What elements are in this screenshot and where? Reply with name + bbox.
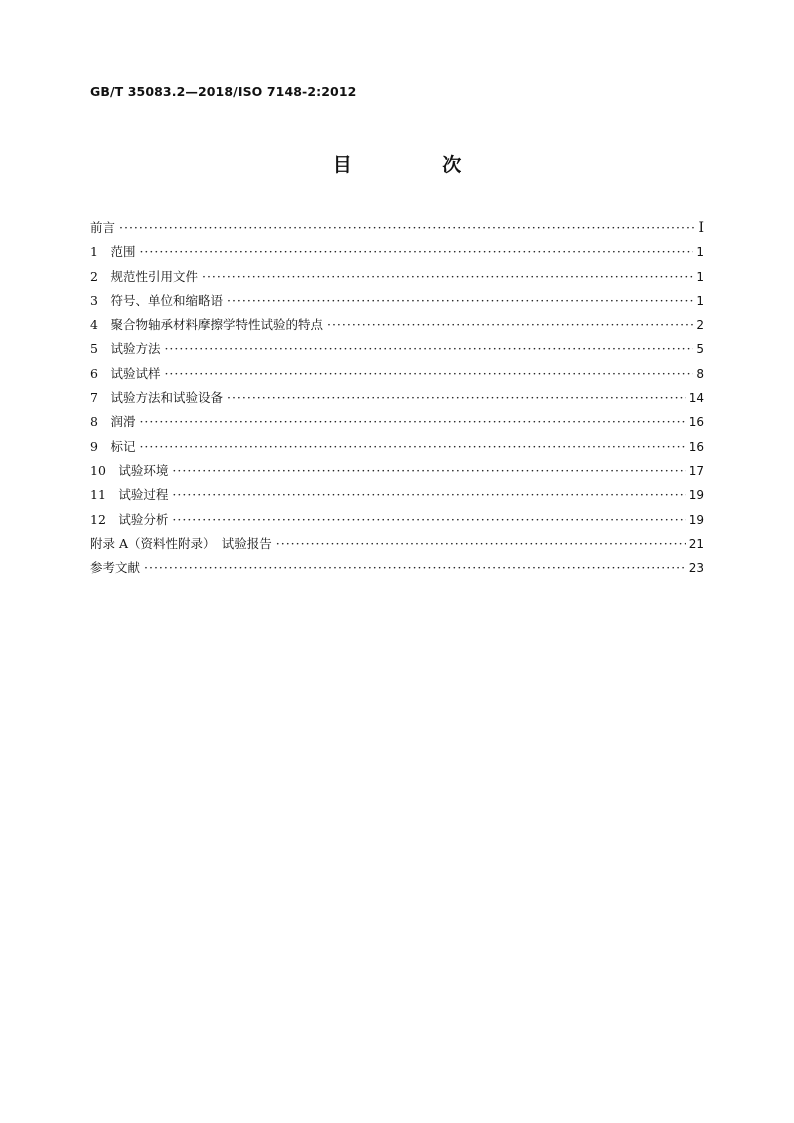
toc-page-number: 5 (696, 342, 704, 357)
toc-dot-leader (172, 483, 685, 507)
toc-page-number: 19 (688, 488, 704, 503)
toc-entry-label: 5 试验方法 (90, 341, 161, 357)
toc-entry-annex-a[interactable] (90, 532, 704, 556)
toc-page-number: I (698, 220, 704, 236)
toc-dot-leader (164, 337, 693, 361)
toc-entry-label: 3 符号、单位和缩略语 (90, 292, 223, 308)
toc-entry-4[interactable] (90, 313, 704, 337)
standard-code: GB/T 35083.2—2018/ISO 7148-2:2012 (90, 84, 357, 99)
toc-dot-leader (227, 386, 686, 410)
toc-entry-5[interactable] (90, 337, 704, 361)
toc-entry-label: 附录 A（资料性附录） 试验报告 (90, 535, 272, 551)
toc-dot-leader (139, 435, 685, 459)
toc-dot-leader (119, 216, 695, 240)
toc-page-number: 19 (688, 512, 704, 527)
toc-entry-9[interactable] (90, 435, 704, 459)
toc-page-number: 1 (696, 269, 704, 284)
toc-entry-label: 12 试验分析 (90, 511, 169, 527)
toc-entry-label: 8 润滑 (90, 414, 136, 430)
toc-entry-label: 前言 (90, 220, 116, 235)
toc-dot-leader (139, 410, 685, 434)
toc-page-number: 21 (688, 536, 704, 551)
toc-page-number: 17 (688, 463, 704, 478)
toc-entry-label: 4 聚合物轴承材料摩擦学特性试验的特点 (90, 317, 323, 333)
toc-dot-leader (139, 240, 693, 264)
toc-entry-2[interactable] (90, 265, 704, 289)
toc-entry-3[interactable] (90, 289, 704, 313)
toc-entry-1[interactable] (90, 240, 704, 264)
toc-entry-12[interactable] (90, 508, 704, 532)
toc-dot-leader (144, 556, 686, 580)
toc-page-number: 2 (696, 318, 704, 333)
toc-dot-leader (172, 459, 685, 483)
toc-dot-leader (327, 313, 693, 337)
toc-dot-leader (172, 508, 685, 532)
toc-entry-foreword[interactable] (90, 216, 704, 240)
toc-dot-leader (276, 532, 686, 556)
toc-entry-bibliography[interactable] (90, 556, 704, 580)
toc-dot-leader (227, 289, 693, 313)
table-of-contents (90, 216, 704, 580)
toc-entry-label: 10 试验环境 (90, 462, 169, 478)
toc-entry-label: 参考文献 (90, 560, 141, 576)
toc-page-number: 8 (696, 366, 704, 381)
toc-page-number: 16 (688, 439, 704, 454)
toc-page-number: 1 (696, 293, 704, 308)
toc-page-number: 16 (688, 415, 704, 430)
toc-entry-10[interactable] (90, 459, 704, 483)
toc-entry-label: 11 试验过程 (90, 487, 169, 503)
toc-entry-label: 1 范围 (90, 244, 136, 260)
toc-entry-label: 7 试验方法和试验设备 (90, 390, 223, 406)
toc-entry-6[interactable] (90, 362, 704, 386)
toc-entry-7[interactable] (90, 386, 704, 410)
toc-page-number: 1 (696, 245, 704, 260)
toc-entry-label: 2 规范性引用文件 (90, 268, 198, 284)
toc-entry-11[interactable] (90, 483, 704, 507)
toc-entry-8[interactable] (90, 410, 704, 434)
page-title: 目 次 (332, 154, 504, 176)
toc-page-number: 14 (688, 391, 704, 406)
toc-page-number: 23 (688, 561, 704, 576)
toc-dot-leader (164, 362, 693, 386)
toc-dot-leader (202, 265, 693, 289)
toc-entry-label: 6 试验试样 (90, 365, 161, 381)
toc-entry-label: 9 标记 (90, 438, 136, 454)
